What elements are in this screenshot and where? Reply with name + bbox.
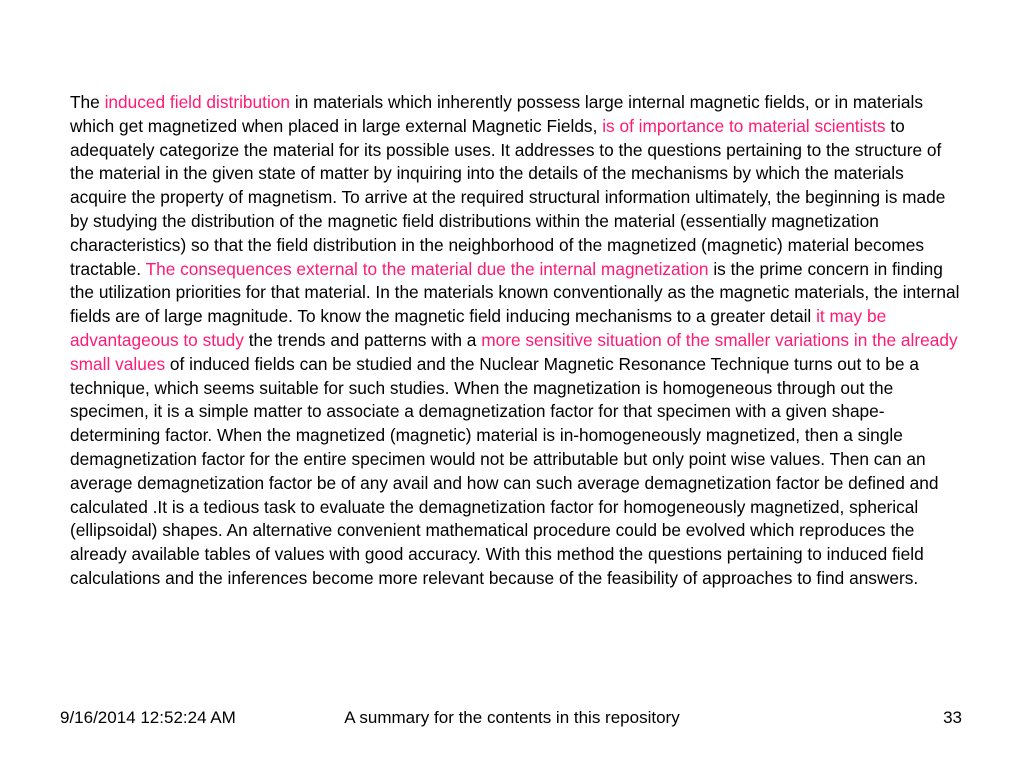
text-segment: in materials which inherently possess large internal magnetic fields, or in materials which get magnetized when placed in large external Magnetic Fields, (70, 92, 923, 136)
highlighted-phrase: induced field distribution (104, 92, 291, 112)
slide-body-paragraph (70, 91, 962, 591)
text-segment: of induced fields can be studied and the Nuclear Magnetic Resonance Technique turns out to be a technique, which seems suitable for such studies. When the magnetization is homogeneous through out the specimen, it is a simple matter to associate a demagnetization factor for that specimen with a given shape-determining factor. When the magnetized (magnetic) material is in-homogeneously magnetized, then a single demagnetization factor for the entire specimen would not be attributable but only point wise values. Then can an average demagnetization factor be of any avail and how can such average demagnetization factor be defined and calculated .It is a tedious task to evaluate the demagnetization factor for homogeneously magnetized, spherical (ellipsoidal) shapes. An alternative convenient mathematical procedure could be evolved which reproduces the already available tables of values with good accuracy. With this method the questions pertaining to induced field calculations and the inferences become more relevant because of the feasibility of approaches to find answers. (70, 353, 939, 588)
text-segment: The (70, 92, 105, 112)
highlighted-phrase: The consequences external to the material due the internal magnetization (145, 258, 709, 279)
highlighted-phrase: more sensitive situation of the smaller variations in the already small values (70, 329, 958, 374)
text-segment: to adequately categorize the material for its possible uses. It addresses to the questions pertaining to the structure of the material in the given state of matter by inquiring into the details of the mechanisms by which the materials acquire the property of magnetism. To arrive at the required structural information ultimately, the beginning is made by studying the distribution of the magnetic field distributions within the material (essentially magnetization characteristics) so that the field distribution in the neighborhood of the magnetized (magnetic) material becomes tractable. (70, 115, 946, 279)
highlighted-phrase: is of importance to material scientists (602, 115, 886, 136)
text-segment: the trends and patterns with a (243, 329, 482, 350)
highlighted-phrase: it may be advantageous to study (70, 306, 887, 350)
text-segment: is the prime concern in finding the utilization priorities for that material. In the materials known conventionally as the magnetic materials, the internal fields are of large magnitude. To know the magnetic field inducing mechanisms to a greater detail (70, 258, 960, 327)
footer-date: 9/16/2014 12:52:24 AM (60, 708, 236, 727)
footer-title: A summary for the contents in this repository (344, 708, 680, 727)
slide-number: 33 (943, 708, 962, 727)
